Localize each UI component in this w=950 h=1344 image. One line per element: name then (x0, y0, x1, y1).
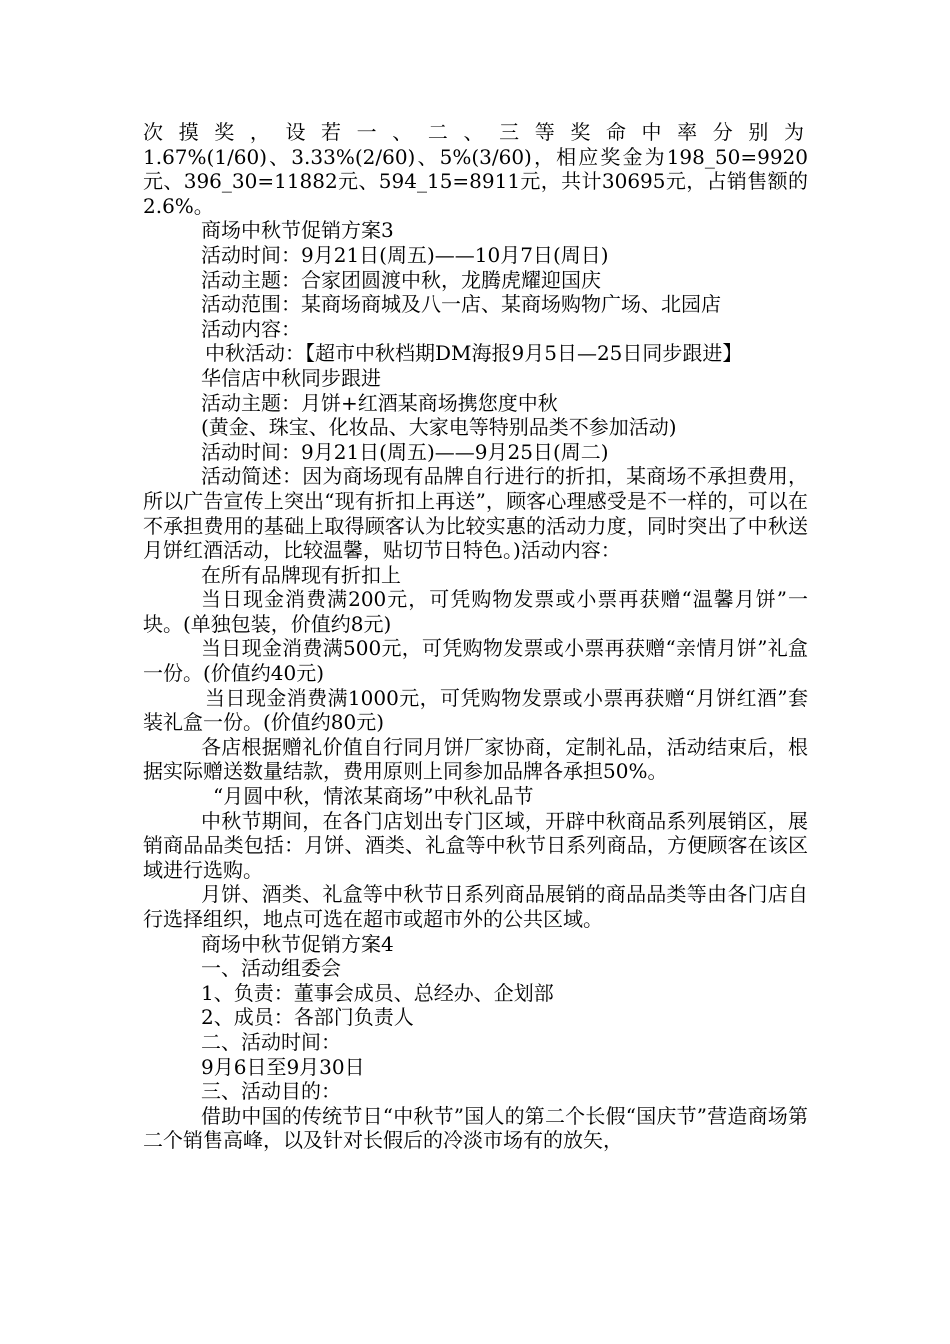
paragraph-date-range: 9月6日至9月30日 (201, 1054, 365, 1079)
paragraph-purpose-heading: 三、活动目的： (201, 1079, 341, 1104)
section-heading-plan-4: 商场中秋节促销方案4 (201, 931, 394, 956)
paragraph-committee: 一、活动组委会 (201, 956, 341, 981)
paragraph-existing-discount: 在所有品牌现有折扣上 (201, 562, 401, 587)
paragraph-gift-festival: “月圆中秋，情浓某商场”中秋礼品节 (213, 784, 534, 809)
paragraph-responsible: 1、负责：董事会成员、总经办、企划部 (201, 980, 554, 1005)
paragraph-spend-1000: 当日现金消费满1000元，可凭购物发票或小票再获赠“月饼红酒”套装礼盒一份。(价值约80元) (143, 685, 808, 735)
paragraph-mid-autumn-activity: 中秋活动：【超市中秋档期DM海报9月5日—25日同步跟进】 (205, 341, 743, 366)
paragraph-store-negotiation: 各店根据赠礼价值自行同月饼厂家协商，定制礼品，活动结束后，根据实际赠送数量结款，费用原则上同参加品牌各承担50%。 (143, 734, 808, 784)
paragraph-time-heading: 二、活动时间： (201, 1029, 341, 1054)
paragraph-spend-200: 当日现金消费满200元，可凭购物发票或小票再获赠“温馨月饼”一块。(单独包装，价值约8元) (143, 587, 808, 636)
paragraph-activity-time: 活动时间：9月21日(周五)——10月7日(周日) (201, 242, 609, 267)
paragraph-continuation-line: 次摸奖，设若一、二、三等奖命中率分别为 (143, 120, 808, 144)
paragraph-members: 2、成员：各部门负责人 (201, 1005, 414, 1030)
paragraph-activity-time-2: 活动时间：9月21日(周五)——9月25日(周二) (201, 439, 609, 464)
paragraph-exhibition-organization: 月饼、酒类、礼盒等中秋节日系列商品展销的商品品类等由各门店自行选择组织，地点可选在超市或超市外的公共区域。 (143, 882, 808, 931)
paragraph-activity-content: 活动内容： (201, 316, 301, 341)
paragraph-excluded-categories: (黄金、珠宝、化妆品、大家电等特别品类不参加活动) (201, 415, 677, 440)
paragraph-huaxin-store: 华信店中秋同步跟进 (201, 365, 381, 390)
paragraph-spend-500: 当日现金消费满500元，可凭购物发票或小票再获赠“亲情月饼”礼盒一份。(价值约40元) (143, 636, 808, 686)
paragraph-prize-odds: 1.67%(1/60)、3.33%(2/60)、5%(3/60)，相应奖金为198_50=9920元、396_30=11882元、594_15=8911元，共计30695元，占销售额的2.6%。 (143, 144, 808, 218)
paragraph-activity-scope: 活动范围：某商场商城及八一店、某商场购物广场、北园店 (201, 292, 721, 317)
document-body (143, 120, 808, 1153)
paragraph-purpose: 借助中国的传统节日“中秋节”国人的第二个长假“国庆节”营造商场第二个销售高峰，以及针对长假后的冷淡市场有的放矢， (143, 1103, 808, 1153)
paragraph-activity-theme: 活动主题：合家团圆渡中秋，龙腾虎耀迎国庆 (201, 267, 601, 292)
section-heading-plan-3: 商场中秋节促销方案3 (201, 218, 394, 243)
paragraph-exhibition-area: 中秋节期间，在各门店划出专门区域，开辟中秋商品系列展销区，展销商品品类包括：月饼、酒类、礼盒等中秋节日系列商品，方便顾客在该区域进行选购。 (143, 808, 808, 882)
paragraph-activity-summary: 活动简述：因为商场现有品牌自行进行的折扣，某商场不承担费用，所以广告宣传上突出“现有折扣上再送”，顾客心理感受是不一样的，可以在不承担费用的基础上取得顾客认为比较实惠的活动力度，同时突出了中秋送月饼红酒活动，比较温馨，贴切节日特色。)活动内容： (143, 464, 808, 563)
paragraph-theme-mooncake-wine: 活动主题：月饼+红酒某商场携您度中秋 (201, 390, 558, 415)
